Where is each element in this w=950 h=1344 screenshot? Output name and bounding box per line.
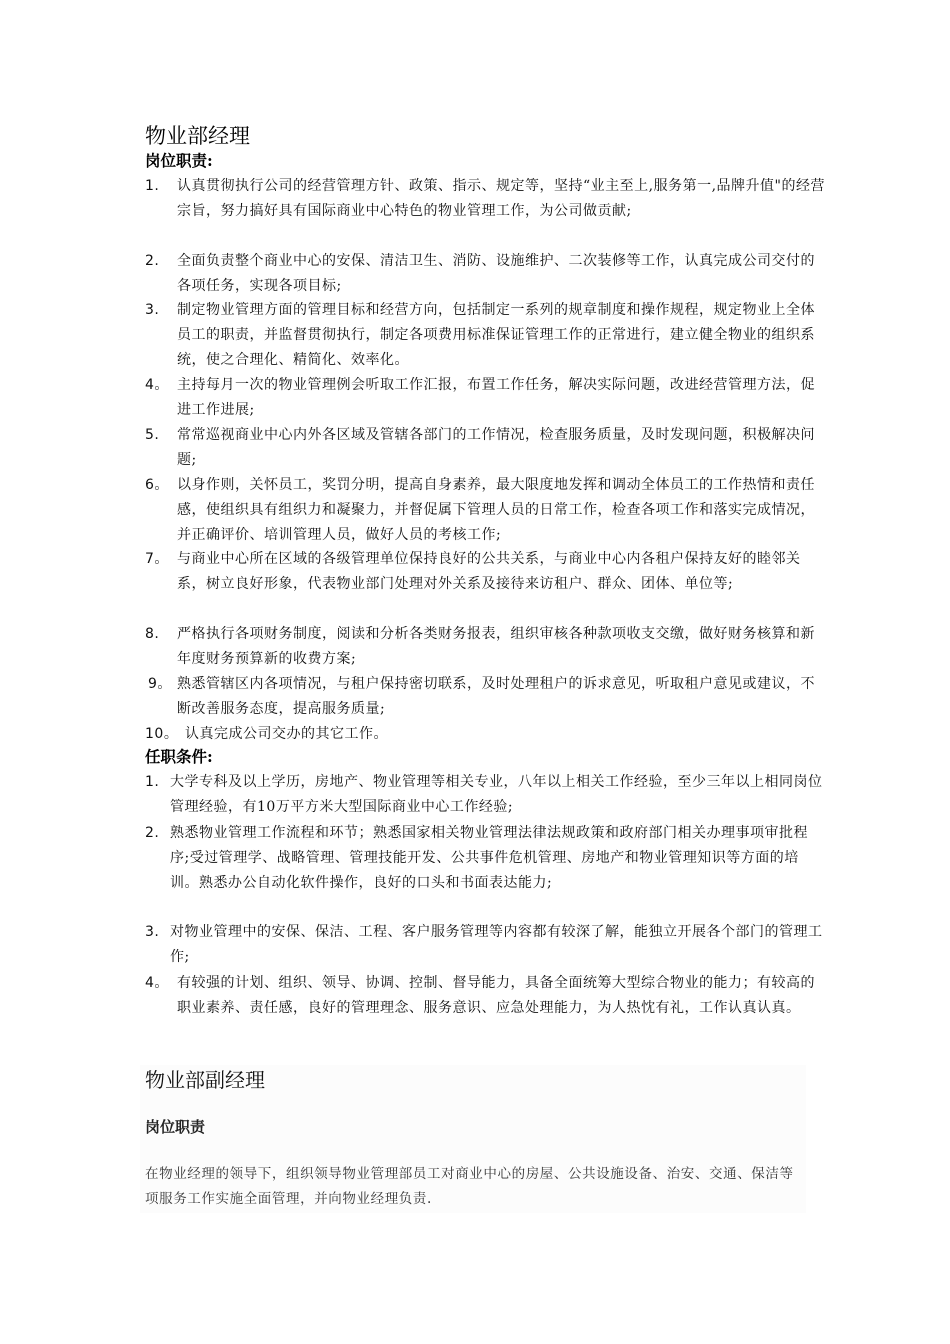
- requirement-item: [145, 821, 825, 896]
- section-title-deputy-manager: 物业部副经理: [145, 1068, 265, 1092]
- duty-item: [145, 473, 825, 548]
- duty-number: 1.: [145, 178, 160, 194]
- duty-text: 认真完成公司交办的其它工作。: [185, 726, 388, 742]
- duty-number: 5.: [145, 427, 160, 443]
- duty-item: [145, 622, 825, 672]
- duty-item: [145, 423, 825, 473]
- duty-item: [145, 373, 825, 423]
- requirement-text: 对物业管理中的安保、保洁、工程、客户服务管理等内容都有较深了解，能独立开展各个部门的管理工作;: [170, 924, 823, 965]
- deputy-manager-section: [140, 1065, 806, 1213]
- duty-item: [145, 722, 825, 747]
- requirement-item: [145, 971, 825, 1021]
- duty-item: [145, 249, 825, 299]
- duty-text: 主持每月一次的物业管理例会听取工作汇报，布置工作任务，解决实际问题，改进经营管理方法，促进工作进展;: [177, 377, 815, 418]
- requirement-text: 熟悉物业管理工作流程和环节；熟悉国家相关物业管理法律法规政策和政府部门相关办理事项审批程序;受过管理学、战略管理、管理技能开发、公共事件危机管理、房地产和物业管理知识等方面的培训。熟悉办公自动化软件操作，良好的口头和书面表达能力;: [170, 825, 808, 891]
- requirement-text: 有较强的计划、组织、领导、协调、控制、督导能力，具备全面统筹大型综合物业的能力；有较高的职业素养、责任感，良好的管理理念、服务意识、应急处理能力，为人热忱有礼，工作认真认真。: [177, 975, 815, 1016]
- duty-item: [145, 298, 825, 373]
- requirement-item: [145, 770, 825, 820]
- duty-number: 7。: [145, 551, 169, 567]
- duty-text: 认真贯彻执行公司的经营管理方针、政策、指示、规定等，坚持“业主至上,服务第一,品牌升值"的经营宗旨，努力搞好具有国际商业中心特色的物业管理工作，为公司做贡献;: [177, 178, 825, 219]
- duty-text: 制定物业管理方面的管理目标和经营方向，包括制定一系列的规章制度和操作规程，规定物业上全体员工的职责，并监督贯彻执行，制定各项费用标准保证管理工作的正常进行，建立健全物业的组织系统，使之合理化、精简化、效率化。: [177, 302, 815, 368]
- duty-number: 4。: [145, 377, 169, 393]
- duty-item: [148, 672, 828, 722]
- requirement-text: 大学专科及以上学历，房地产、物业管理等相关专业，八年以上相关工作经验，至少三年以上相同岗位管理经验，有10万平方米大型国际商业中心工作经验;: [170, 774, 823, 815]
- requirement-number: 1.: [145, 774, 160, 790]
- duty-number: 3.: [145, 302, 160, 318]
- duty-text: 与商业中心所在区域的各级管理单位保持良好的公共关系，与商业中心内各租户保持友好的睦邻关系，树立良好形象，代表物业部门处理对外关系及接待来访租户、群众、团体、单位等;: [177, 551, 801, 592]
- duty-number: 8.: [145, 626, 160, 642]
- duty-text: 全面负责整个商业中心的安保、清洁卫生、消防、设施维护、二次装修等工作，认真完成公司交付的各项任务，实现各项目标;: [177, 253, 815, 294]
- duty-text: 熟悉管辖区内各项情况，与租户保持密切联系，及时处理租户的诉求意见，听取租户意见或建议，不断改善服务态度，提高服务质量;: [177, 676, 815, 717]
- duty-number: 6。: [145, 477, 169, 493]
- deputy-duties-paragraph: 在物业经理的领导下，组织领导物业管理部员工对商业中心的房屋、公共设施设备、治安、交通、保洁等项服务工作实施全面管理，并向物业经理负责.: [145, 1166, 794, 1207]
- requirements-heading: 任职条件:: [145, 747, 213, 766]
- duty-number: 10。: [145, 726, 179, 742]
- requirement-number: 3.: [145, 924, 160, 940]
- duty-text: 以身作则，关怀员工，奖罚分明，提高自身素养，最大限度地发挥和调动全体员工的工作热情和责任感，使组织具有组织力和凝聚力，并督促属下管理人员的日常工作，检查各项工作和落实完成情况，并正确评价、培训管理人员，做好人员的考核工作;: [177, 477, 815, 543]
- section-title-manager: 物业部经理: [145, 124, 250, 148]
- duty-text: 严格执行各项财务制度，阅读和分析各类财务报表，组织审核各种款项收支交缴，做好财务核算和新年度财务预算新的收费方案;: [177, 626, 815, 667]
- requirement-item: [145, 920, 825, 970]
- duty-item: [145, 174, 825, 224]
- duties-heading: 岗位职责:: [145, 151, 213, 170]
- duty-item: [145, 547, 825, 597]
- duty-number: 9。: [148, 676, 172, 692]
- deputy-duties-heading: 岗位职责: [145, 1118, 206, 1136]
- requirement-number: 2.: [145, 825, 160, 841]
- duty-text: 常常巡视商业中心内外各区域及管辖各部门的工作情况，检查服务质量，及时发现问题，积极解决问题;: [177, 427, 815, 468]
- duty-number: 2.: [145, 253, 160, 269]
- requirement-number: 4。: [145, 975, 169, 991]
